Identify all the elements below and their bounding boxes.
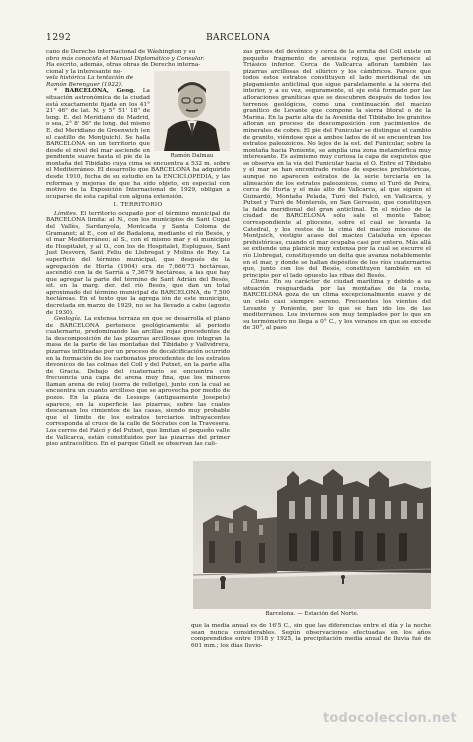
- page-header: [46, 33, 430, 45]
- geology-text: La extensa terraza en que se desarrolla el plano de BARCELONA pertenece geológicamente al periodo cuaternario, predominando las arcillas rojas procedentes de la descomposición de las pizarras arcillosas que integran la masa de la parte de las montañas del Tibidabo y Vallvidrera, pizarras infiltradas por un proceso de decalcificación ocurrido en la formación de los carbonatos procedentes de los estratos devonicos de las colinas del Coll y del Putxet, en la parte alta de Gracia. Debajo del cuaternario se encuentra con frecuencia una capa de arena muy fina, que los mineros llaman arena de reloj (sorra de rellotge), junto con la cual se encuentra un cuanto arcilloso que se aprovecha por medio de pozos. En la plaza de Lesseps (antiguamente Josepets) aparece, en la superficie las pizarras, sobre las cuales descansan los cimientos de las casas, siendo muy probable que el límite de los estratos terciarios infrayacentes corresponda al cruce de la calle de Sócrates con la Travesera. Los cerros del Falcó y del Putxet, que limitan el pequeño valle de Vallcarca, están constituidos por las pizarras del primer piso antracolítico. En el parque Güell se observan las cali-: [46, 316, 231, 448]
- limits-label: Límites.: [54, 210, 78, 217]
- limits-paragraph: [46, 211, 230, 316]
- geology-paragraph: [46, 316, 230, 448]
- page-number: 1292: [46, 33, 72, 43]
- bottom-right-text: [191, 623, 431, 718]
- intro-line-3: cional y la interesante no-: [46, 68, 123, 75]
- photo-caption: Barcelona. — Estación del Norte.: [265, 611, 359, 617]
- entry-head: * BARCELONA, Geog.: [54, 88, 136, 95]
- climate-label: Clima.: [251, 279, 270, 286]
- intro-line-0: cano de Derecho internacional de Wáshington y su: [46, 49, 196, 55]
- section-heading: I. TERRITORIO: [113, 202, 163, 209]
- climate-paragraph: [243, 279, 431, 332]
- station-photo: [193, 461, 431, 609]
- entry-text: La situación astronómica de la ciudad está exactamente fijada en los 41° 21' 46" de lat. N. y 5° 51' 18" de long. E. del Meridiano de Madrid, o sea, 2° 8' 56" de long. del mismo E. del Meridiano de Greenwich (en el castillo de Montjuich). Se halla BARCELONA en un territorio que desde el nivel del mar asciende en pendiente suave hasta el pie de la montaña del Tibidabo cuya cima se encuentra a 532 m. sobre el Mediterráneo. El desarrollo que BARCELONA ha adquirido desde 1910, fecha de su estudio en la ENCICLOPEDIA, y las reformas y mejoras de que ha sido objeto, en especial con motivo de la Exposición Internacional de 1929, obligan a ocuparse de esta capital con alguna extensión.: [46, 88, 230, 200]
- running-title: BARCELONA: [206, 33, 270, 43]
- portrait-caption: Ramón Dalmau: [170, 152, 214, 159]
- intro-line-2: Ha escrito, además, otras obras de Derecho interna-: [46, 62, 201, 69]
- geology-label: Geología.: [54, 316, 82, 323]
- station-photo-figure: [193, 461, 431, 617]
- limits-text: El territorio ocupado por el término municipal de BARCELONA limita: al N., con los municipios de Sant Cugat del Vallès, Sardanyola, Montcada y Santa Coloma de Gramanet; al E., con el de Badalona, mediante el río Besós, y el mar Mediterráneo; al S., con el mismo mar y el municipio de Hospitalet, y al O., con los de Hospitalet, Esplugues, Sant Just Desvern, Sant Feliu de Llobregat y Molins de Rey. La superficie del término municipal, que después de la agregación de Horta (1904) era de 7,666'73 hectáreas, ascendió con la de Sarrià a 7,367'9 hectáreas, a las que hay que agregar la parte del término de Sant Adrián del Besós, sit. en la marg. der. del río Besós, que dan un total aproximado del término municipal de BARCELONA, de 7,500 hectáreas. En el texto que la agrega ión de este municipio, decretada en marzo de 1929, no se ha llevado a cabo (agosto de 1930).: [46, 210, 231, 316]
- intro-line-1: obra más conocida el Manual Diplomático y Consular.: [46, 55, 205, 62]
- right-geology-text: zas grises del devónico y cerca de la ermita del Coll existe un pequeño fragmento de arenisca rojiza, que pertenece al Triásico inferior. Cerca de Vallcarca afloran también las pizarras arcillosas del silúrico y los cámbricos. Parece que todos estos estratos constituyen el lado meridional de un plegamiento anticlinal que sigue paralelamente a la sierra del interior, y a su vez, seguramente, el eje está formado por las afloraciones graníticas que se descubren después de todos los terrenos geológicos, como una continuación del macizo granítico de Levante que compone la sierra litoral o de la Marina. En la parte alta de la Avenida del Tibidabo los granitos afloran en proceso de descomposición con yacimientos de minerales de cobre. El pie del Funicular se distingue el cambio de granito, viéndose que a ambos lados de él se encuentran los estratos paleozoicos. No lejos de la est. del Funicular, sobre la montaña hacia Poniente, se amplía una zona metamórfica muy interesante. Es asimismo muy curiosa la capa de esquistos que se observa en la vía del Funicular hacia el O. Entre el Tibidabo y el mar se han encontrado restos de especies prehistóricas, aunque no aparecen estratos de la serie terciaria en la alineación de los estratos paleozoicos, como el Turó de Peira, cerca de Horta y el más alto de Vallcarca, al que siguen el Guinardó, Montaña Pelada, Turó del Falcó, en Vallcarca, y Putxet y Turó de Monterols, en San Gervasio, que constituyen la falda meridional del gran anticlinal. En el núcleo de la ciudad de BARCELONA sólo sale el monte Tabor, correspondiente al plioceno, sobre el cual se levanta la Catedral, y los restos de la cima del macizo mioceno de Montjuich, vestigio acaso del macizo Cataluña en épocas prehistóricas, cuando el mar ocupaba casi por entero. Más allá se extiende una planicie muy extensa por la cual se escurre el río Llobregat, constituyendo un delta que avanza notablemente en el mar, y donde se hallan depósitos de los ríos cuaternarios que, junto con los del Besós, constituyen también en el principio por el lado opuesto las ribas del Besós.: [243, 49, 431, 279]
- watermark: todocoleccion.net: [323, 711, 457, 726]
- climate-text: En su carácter de ciudad marítima y debido a su situación resguardada por las montañas de la costa, BARCELONA goza de un clima excepcionalmente suave y de un cielo casi siempre sereno. Frecuentes los vientos del Levante y Poniente, por lo que se han ido los de las mediterráneo. Los inviernos son muy templados por lo que en su termómetro no llega a 0° C., y los veranos en que se excede de 30°, al paso: [243, 279, 431, 332]
- intro-line-5: Ramón Berenguer (1922).: [46, 81, 123, 88]
- right-column: [243, 49, 431, 447]
- portrait-figure: [154, 71, 230, 159]
- portrait-image: [154, 71, 230, 151]
- climate-continued: que la media anual es de 16'5 C., sin que las diferencias entre el día y la noche sean nunca considerables. Según observaciones efectuadas en los años comprendidos entre 1918 y 1925, la precipitación media anual de lluvia fué de 601 mm.; los días lluvio-: [191, 623, 431, 649]
- intro-line-4: vela histórica La tentación de: [46, 75, 134, 82]
